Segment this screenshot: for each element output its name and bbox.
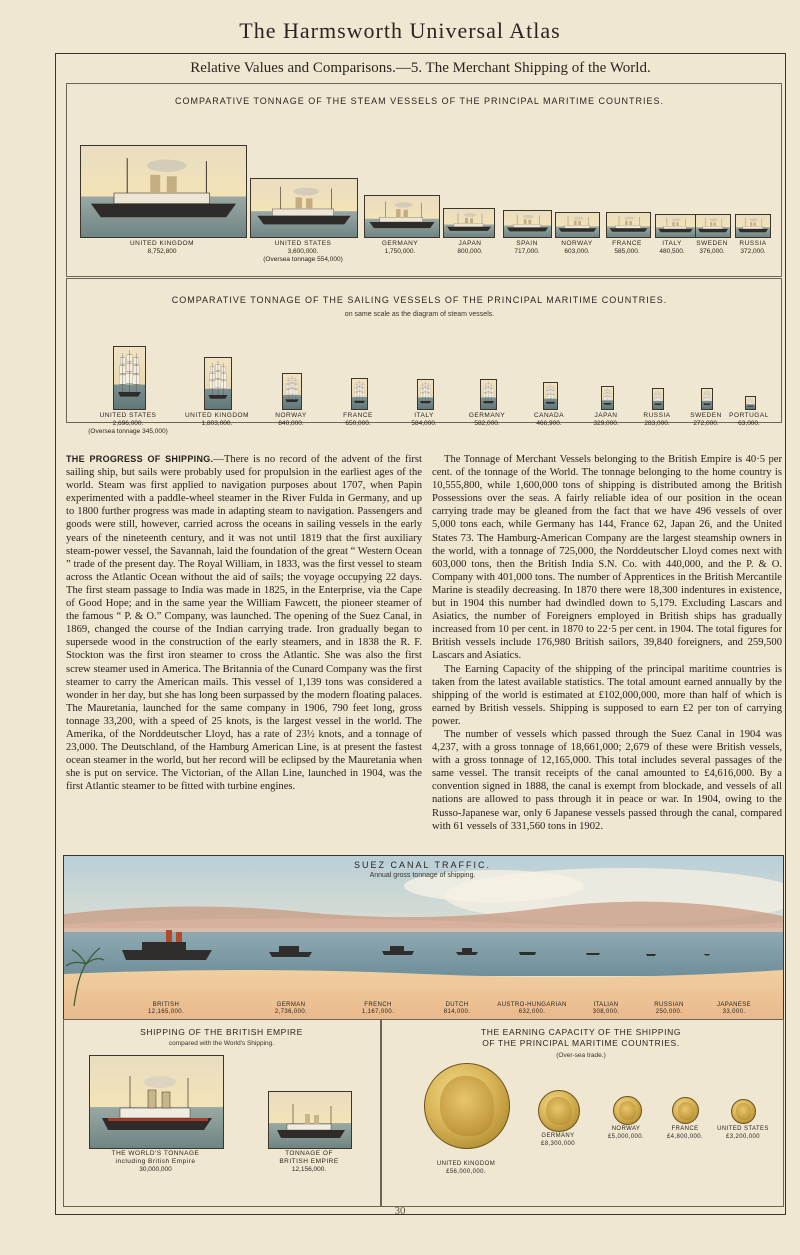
sailing-tonnage: 2,696,000. <box>112 420 144 427</box>
suez-country-label <box>116 1002 216 1016</box>
sailing-tonnage: 650,000. <box>345 420 371 427</box>
british-empire-label-1: TONNAGE OF <box>285 1150 333 1157</box>
sailing-tonnage: 329,000. <box>593 420 619 427</box>
coin-caption <box>693 1126 793 1141</box>
text-column-left <box>66 453 422 793</box>
british-empire-label-2: BRITISH EMPIRE <box>279 1158 339 1165</box>
sailing-tonnage: 63,000. <box>738 420 760 427</box>
coin-value: £8,300,000 <box>540 1140 576 1147</box>
steam-country: UNITED KINGDOM <box>129 240 195 247</box>
steam-country: RUSSIA <box>739 240 767 247</box>
sailing-country: RUSSIA <box>643 412 671 419</box>
british-empire-caption <box>250 1150 368 1174</box>
sailing-country: JAPAN <box>594 412 618 419</box>
coin-portrait <box>678 1102 694 1120</box>
suez-country: RUSSIAN <box>654 1002 684 1008</box>
coin-country: UNITED STATES <box>717 1126 769 1132</box>
suez-country: ITALIAN <box>593 1002 619 1008</box>
earning-heading-line-1: THE EARNING CAPACITY OF THE SHIPPING <box>480 1027 682 1037</box>
suez-country-label <box>684 1002 784 1016</box>
steam-ship-picture <box>655 214 696 238</box>
world-tonnage-note: including British Empire <box>115 1158 196 1165</box>
sailing-country: FRANCE <box>343 412 373 419</box>
suez-tonnage: 2,736,000. <box>274 1009 308 1015</box>
sailing-country: ITALY <box>414 412 434 419</box>
coin-portrait <box>736 1103 751 1120</box>
gold-coin-icon <box>613 1096 642 1125</box>
coin-value: £56,000,000. <box>446 1168 486 1175</box>
suez-tonnage: 632,000. <box>518 1009 546 1015</box>
suez-country: GERMAN <box>276 1002 306 1008</box>
suez-country-label <box>241 1002 341 1016</box>
suez-tonnage: 33,000. <box>722 1009 746 1015</box>
steam-ship-picture <box>735 214 771 238</box>
steam-tonnage: 603,000. <box>564 248 590 255</box>
sailing-country: NORWAY <box>275 412 307 419</box>
earning-paragraph: The Earning Capacity of the shipping of the principal maritime countries is taken from the latest available statistics. The total amount earned annually by the shipping of the world is estimated at £102,000,000, more than half of which is earned by British vessels. Shipping is supposed to earn £2 per ton of carrying power. <box>432 663 782 727</box>
steam-ship-picture <box>503 210 552 238</box>
steam-ship-picture <box>443 208 495 238</box>
steam-tonnage: 800,000. <box>457 248 483 255</box>
gold-coin-icon <box>731 1099 756 1124</box>
suez-subheading: Annual gross tonnage of shipping. <box>369 872 476 879</box>
coin-portrait <box>619 1101 636 1120</box>
sailing-tonnage: 466,900. <box>536 420 562 427</box>
sailing-country: CANADA <box>533 412 565 419</box>
sailing-tonnage: 584,000. <box>411 420 437 427</box>
text-column-right <box>432 453 782 833</box>
suez-country: BRITISH <box>152 1002 180 1008</box>
suez-tonnage: 250,000. <box>655 1009 683 1015</box>
steam-country: UNITED STATES <box>274 240 332 247</box>
steam-country: ITALY <box>662 240 682 247</box>
british-empire-heading: SHIPPING OF THE BRITISH EMPIRE <box>140 1027 303 1037</box>
sailing-ship-picture <box>282 373 302 410</box>
suez-country: AUSTRO-HUNGARIAN <box>497 1002 567 1008</box>
british-empire-ship-picture <box>268 1091 352 1149</box>
suez-tonnage: 308,000. <box>592 1009 620 1015</box>
suez-canal-illustration <box>63 855 784 1020</box>
sailing-ship-picture <box>701 388 713 410</box>
sailing-tonnage: 582,000. <box>474 420 500 427</box>
suez-tonnage: 1,167,000. <box>361 1009 395 1015</box>
coin-country: FRANCE <box>671 1126 699 1132</box>
sailing-ship-picture <box>480 379 497 410</box>
suez-heading: SUEZ CANAL TRAFFIC. <box>353 860 491 870</box>
sailing-ship-picture <box>351 378 368 410</box>
coin-country: UNITED KINGDOM <box>436 1161 496 1167</box>
suez-country: DUTCH <box>445 1002 469 1008</box>
sailing-ship-picture <box>745 396 756 410</box>
coin-value: £5,000,000. <box>607 1133 645 1140</box>
steam-ship-picture <box>555 212 600 238</box>
steam-country: GERMANY <box>381 240 419 247</box>
british-empire-value: 12,156,000. <box>291 1166 327 1173</box>
steam-tonnage: 372,000. <box>740 248 766 255</box>
sailing-caption <box>78 412 178 436</box>
sailing-country: UNITED KINGDOM <box>184 412 250 419</box>
sailing-diagram-subheading: on same scale as the diagram of steam vessels. <box>344 311 495 318</box>
steam-ship-picture <box>80 145 247 238</box>
sailing-diagram-heading: COMPARATIVE TONNAGE OF THE SAILING VESSELS OF THE PRINCIPAL MARITIME COUNTRIES. <box>171 295 668 305</box>
steam-tonnage: 376,000. <box>699 248 725 255</box>
world-tonnage-caption <box>63 1150 248 1174</box>
earning-subheading: (Over-sea trade.) <box>556 1052 606 1059</box>
progress-heading: THE PROGRESS OF SHIPPING. <box>66 454 214 464</box>
page-number: 30 <box>394 1205 406 1217</box>
steam-tonnage: 1,750,000. <box>384 248 416 255</box>
sailing-country: PORTUGAL <box>729 412 769 419</box>
coin-portrait <box>546 1097 572 1126</box>
steam-country: SWEDEN <box>696 240 728 247</box>
coin-country: GERMANY <box>541 1133 575 1139</box>
sailing-country: UNITED STATES <box>99 412 157 419</box>
progress-body: —There is no record of the advent of the first sailing ship, but sails were probably used for propulsion in the earliest ages of the world. Steam was first applied to navigation purposes about 1707, when Papin experimented with a paddle-wheel steamer in the River Fulda in Germany, and up to 1800 further progress was made in adapting steam to navigation. Passengers and goods were still, however, carried across the oceans in sailing vessels in the early years of the nineteenth century, and it was not until 1819 that the first auxiliary steam-power vessel, the Savannah, laid the foundation of the great “ Western Ocean ” trade of the present day. The Royal William, in 1833, was the first vessel to steam across the Atlantic Ocean without the aid of sails; the voyage occupying 22 days. The first steam passage to India was made in 1825, in the Enterprise, via the Cape of Good Hope; and in the same year the William Fawcett, the pioneer steamer of the famous “ P. & O.” Company, was launched. The opening of the Suez Canal, in 1869, changed the course of the Indian carrying trade. Iron gradually began to supersede wood in the construction of the early steamers, and in 1838 the R. F. Stockton was the first iron steamer to cross the Atlantic. She was also the first screw steamer used in America. The Britannia of the Cunard Company was the first steamer to carry the American mails. This vessel of 1,139 tons was considered a wonder in her day, but she has long been surpassed by the modern floating palaces. The Mauretania, launched for the same company in 1906, 790 feet long, gross tonnage 33,200, with a speed of 25 knots, is the largest vessel in the world. The Amerika, of the Norddeutscher Lloyd, has a rate of 23½ knots, and a tonnage of 23,000. The Deutschland, of the Hamburg American Line, is at present the fastest ocean steamer in the world, but her record will be eclipsed by the Mauretania when she is put on service. The Victorian, of the Allan Line, launched in 1904, was the first Atlantic steamer to be fitted with turbine engines. <box>66 454 422 793</box>
steam-country: JAPAN <box>458 240 482 247</box>
steam-tonnage: 3,600,000. <box>287 248 319 255</box>
sailing-tonnage: 283,000. <box>644 420 670 427</box>
world-tonnage-ship-picture <box>89 1055 224 1149</box>
tonnage-paragraph: The Tonnage of Merchant Vessels belonging to the British Empire is 40·5 per cent. of the tonnage of the World. The tonnage belonging to the home country is 10,555,800, while 1,600,000 tons of shipping is distributed among the British Possessions over the seas. A fairly reliable idea of our position in the ocean carrying trade may be gleaned from the fact that we have 496 vessels of over 5,000 tons each, while Germany has 144, France 62, Japan 26, and the United States 73. The Hamburg-American Company are the largest steamship owners in the world, with a tonnage of 725,000, the Norddeutscher Lloyd comes next with 603,000 tons, then the British India S.N. Co. with 440,000, and the P. & O. Company with 401,000 tons. The number of Apprentices in the British Mercantile Marine is steadily decreasing. In 1870 there were 18,300 indentures in existence, but in 1904 this number had dwindled down to 5,179. Excluding Lascars and Asiatics, the number of Foreigners employed in British ships has gradually increased from 10 per cent. in 1870 to 22·5 per cent. in 1904. The total figures for British vessels include 176,980 British sailors, 39,840 foreigners, and 259,500 Lascars and Asiatics. <box>432 454 782 662</box>
world-tonnage-label: THE WORLD'S TONNAGE <box>111 1150 200 1157</box>
suez-tonnage: 12,165,000. <box>147 1009 185 1015</box>
steam-caption <box>102 240 222 256</box>
steam-tonnage: 480,500. <box>659 248 685 255</box>
suez-paragraph: The number of vessels which passed through the Suez Canal in 1904 was 4,237, with a gross tonnage of 18,661,000; 2,679 of these were British vessels, with a gross tonnage of 12,165,000. This total includes several passages of the same vessel. The transit receipts of the canal amounted to £4,616,000. By a convention signed in 1888, the canal is exempt from blockade, and vessels of all nations are allowed to pass through it in peace or war. In 1904, owing to the Russo-Japanese war, only 6 Japanese vessels passed through the canal, compared with 61 vessels of 331,560 tons in 1902. <box>432 728 782 832</box>
steam-tonnage: 717,000. <box>514 248 540 255</box>
sailing-ship-picture <box>113 346 146 410</box>
sailing-tonnage: 272,000. <box>693 420 719 427</box>
sailing-ship-picture <box>543 382 558 410</box>
world-tonnage-value: 30,000,000 <box>139 1166 172 1173</box>
gold-coin-icon <box>538 1090 580 1132</box>
sailing-tonnage: 840,000. <box>278 420 304 427</box>
steam-tonnage: 8,752,800 <box>147 248 177 255</box>
steam-country: FRANCE <box>612 240 642 247</box>
steam-note: (Oversea tonnage 554,000) <box>263 256 343 263</box>
sailing-note: (Oversea tonnage 345,000) <box>88 428 168 435</box>
british-empire-subheading: compared with the World's Shipping. <box>168 1040 275 1047</box>
suez-country: FRENCH <box>364 1002 392 1008</box>
coin-value: £4,800,000. <box>666 1133 704 1140</box>
sailing-ship-picture <box>601 386 614 410</box>
sailing-ship-picture <box>417 379 434 410</box>
steam-ship-picture <box>695 214 731 238</box>
sailing-ship-picture <box>652 388 664 410</box>
earning-heading-line-2: OF THE PRINCIPAL MARITIME COUNTRIES. <box>482 1038 680 1048</box>
coin-country: NORWAY <box>611 1126 641 1132</box>
gold-coin-icon <box>424 1063 510 1149</box>
steam-diagram-heading: COMPARATIVE TONNAGE OF THE STEAM VESSELS OF THE PRINCIPAL MARITIME COUNTRIES. <box>174 96 665 106</box>
sailing-caption <box>699 412 799 428</box>
steam-ship-picture <box>606 212 651 238</box>
steam-caption <box>693 240 800 256</box>
plate-title: Relative Values and Comparisons.—5. The Merchant Shipping of the World. <box>190 60 651 76</box>
steam-ship-picture <box>250 178 358 238</box>
steam-tonnage: 585,000. <box>614 248 640 255</box>
suez-tonnage: 814,000. <box>443 1009 471 1015</box>
sailing-country: GERMANY <box>468 412 506 419</box>
steam-country: SPAIN <box>516 240 538 247</box>
sailing-tonnage: 1,803,000. <box>201 420 233 427</box>
gold-coin-icon <box>672 1097 699 1124</box>
steam-country: NORWAY <box>561 240 593 247</box>
steam-ship-picture <box>364 195 440 238</box>
sailing-country: SWEDEN <box>690 412 722 419</box>
coin-value: £3,200,000 <box>725 1133 761 1140</box>
earning-heading <box>380 1027 782 1049</box>
coin-caption <box>416 1161 516 1176</box>
atlas-title: The Harmsworth Universal Atlas <box>239 18 561 43</box>
suez-country: JAPANESE <box>716 1002 752 1008</box>
coin-portrait <box>440 1076 494 1136</box>
sailing-ship-picture <box>204 357 232 410</box>
